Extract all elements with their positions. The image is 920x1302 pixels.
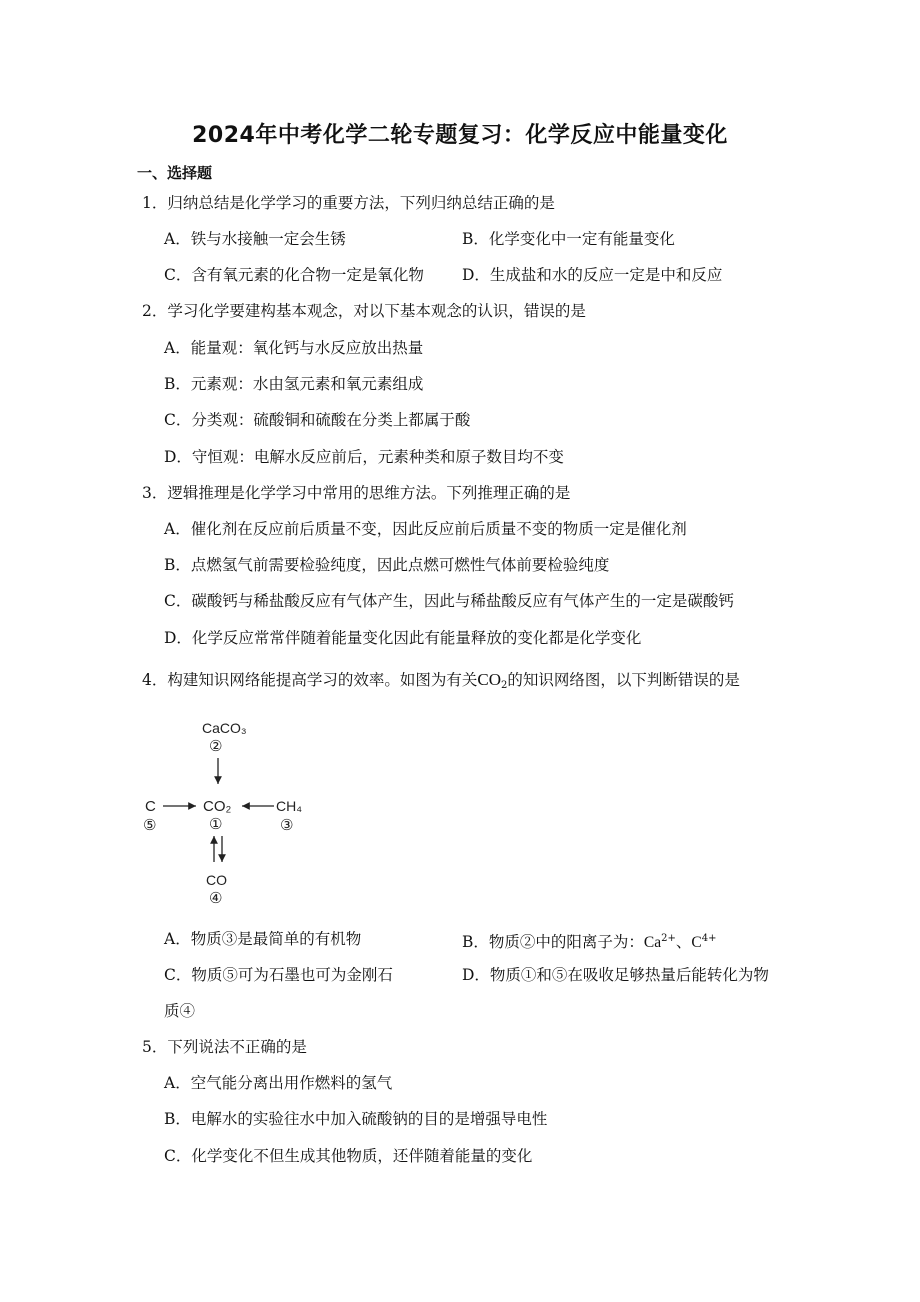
q2-option-b: B．元素观：水由氢元素和氧元素组成	[164, 375, 424, 393]
q4-stem-co: CO	[477, 670, 501, 689]
q2-option-a: A．能量观：氧化钙与水反应放出热量	[164, 339, 424, 357]
label-1: ①	[209, 816, 223, 833]
label-3: ③	[280, 817, 294, 834]
q1-option-a: A．铁与水接触一定会生锈	[164, 230, 346, 248]
q4-separator: 、	[675, 933, 692, 951]
q2-stem: 2．学习化学要建构基本观念，对以下基本观念的认识，错误的是	[142, 302, 586, 320]
q5-stem: 5．下列说法不正确的是	[142, 1038, 307, 1056]
q3-option-d: D．化学反应常常伴随着能量变化因此有能量释放的变化都是化学变化	[164, 629, 642, 647]
q3-option-a: A．催化剂在反应前后质量不变，因此反应前后质量不变的物质一定是催化剂	[164, 520, 687, 538]
q4-option-d-continued: 质④	[164, 1002, 196, 1020]
q3-option-b: B．点燃氢气前需要检验纯度，因此点燃可燃性气体前要检验纯度	[164, 556, 610, 574]
co-label: CO	[206, 872, 227, 888]
q3-option-c: C．碳酸钙与稀盐酸反应有气体产生，因此与稀盐酸反应有气体产生的一定是碳酸钙	[164, 592, 734, 610]
q4-ca: Ca	[643, 934, 662, 951]
section-heading: 一、选择题	[137, 164, 213, 182]
q5-option-a: A．空气能分离出用作燃料的氢气	[164, 1074, 393, 1092]
q4-stem-sub: 2	[501, 680, 508, 691]
q1-option-d: D．生成盐和水的反应一定是中和反应	[462, 266, 723, 284]
q4-option-b-pre: B．物质②中的阳离子为：	[462, 933, 644, 951]
q5-option-b: B．电解水的实验往水中加入硫酸钠的目的是增强导电性	[164, 1110, 548, 1128]
q4-c: C	[691, 934, 702, 951]
q4-option-a: A．物质③是最简单的有机物	[164, 930, 362, 948]
q4-stem	[142, 670, 740, 696]
q4-stem-pre: 4．构建知识网络能提高学习的效率。如图为有关	[142, 671, 478, 689]
caco3-label: CaCO₃	[202, 720, 247, 736]
q2-option-d: D．守恒观：电解水反应前后，元素种类和原子数目均不变	[164, 448, 564, 466]
page-title: 2024年中考化学二轮专题复习：化学反应中能量变化	[192, 123, 728, 148]
ch4-label: CH₄	[276, 798, 302, 814]
label-2: ②	[209, 738, 223, 755]
q4-c-charge: 4+	[701, 933, 717, 944]
q4-ca-charge: 2+	[661, 933, 676, 944]
label-5: ⑤	[143, 817, 157, 834]
co2-network-diagram	[130, 712, 330, 912]
q4-stem-post: 的知识网络图，以下判断错误的是	[507, 671, 740, 689]
q5-option-c: C．化学变化不但生成其他物质，还伴随着能量的变化	[164, 1147, 533, 1165]
q4-option-d: D．物质①和⑤在吸收足够热量后能转化为物	[462, 966, 769, 984]
q1-option-c: C．含有氧元素的化合物一定是氧化物	[164, 266, 424, 284]
q3-stem: 3．逻辑推理是化学学习中常用的思维方法。下列推理正确的是	[142, 484, 571, 502]
c-label: C	[145, 798, 156, 815]
co2-label: CO₂	[203, 798, 232, 815]
q1-option-b: B．化学变化中一定有能量变化	[462, 230, 675, 248]
q4-option-c: C．物质⑤可为石墨也可为金刚石	[164, 966, 393, 984]
q4-option-b	[462, 929, 716, 953]
q1-stem: 1．归纳总结是化学学习的重要方法，下列归纳总结正确的是	[142, 194, 555, 212]
q2-option-c: C．分类观：硫酸铜和硫酸在分类上都属于酸	[164, 411, 471, 429]
label-4: ④	[209, 890, 223, 907]
